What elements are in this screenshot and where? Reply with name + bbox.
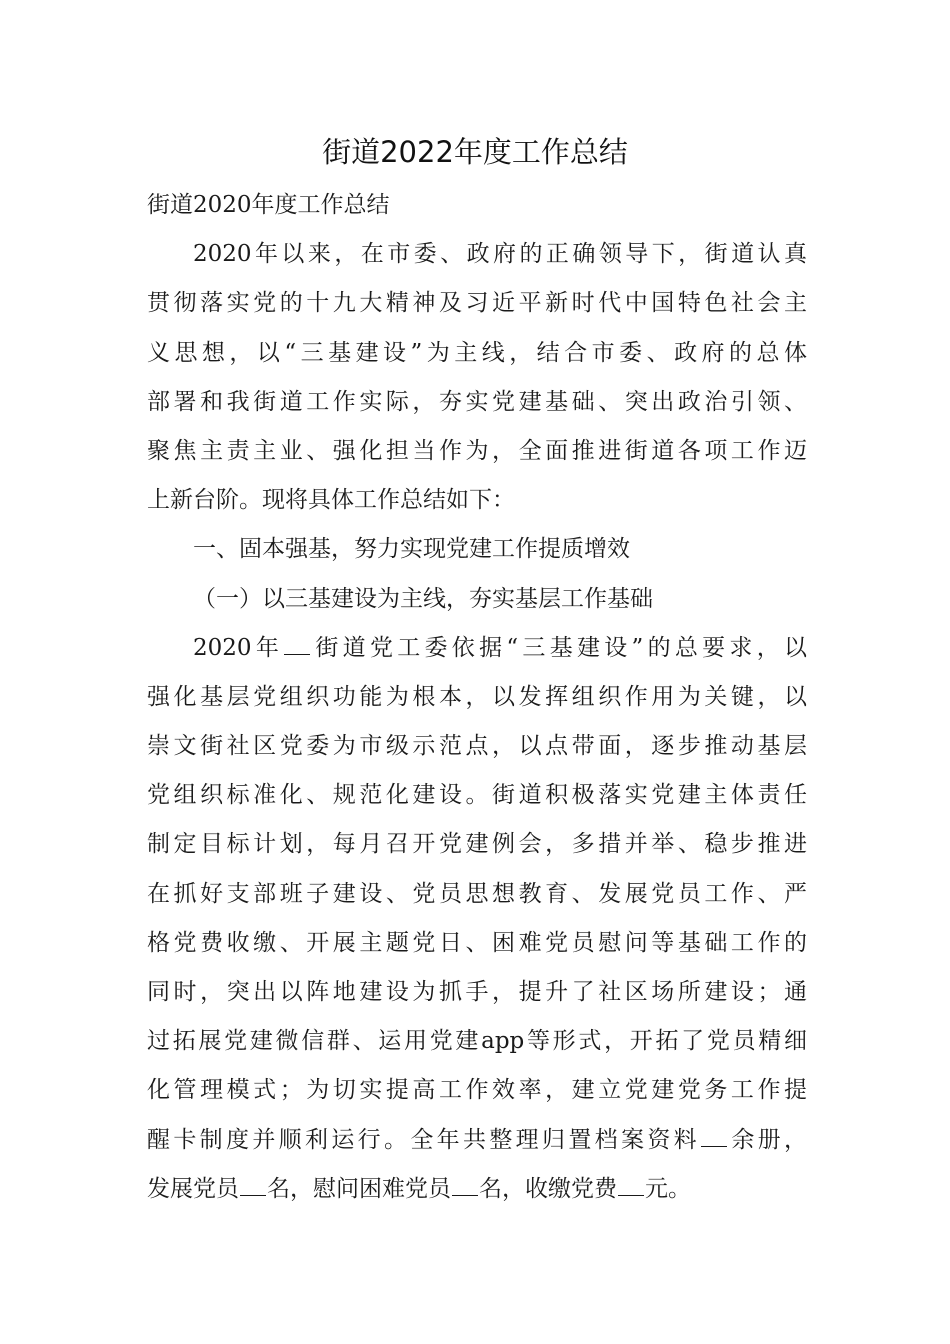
blank-underline — [618, 1175, 644, 1196]
intro-line: 部署和我街道工作实际，夯实党建基础、突出政治引领、 — [147, 388, 807, 415]
paragraph-line — [147, 624, 807, 673]
intro-line: 2020年以来，在市委、政府的正确领导下，街道认真 — [193, 241, 807, 268]
text-fragment: 醒卡制度并顺利运行。全年共整理归置档案资料 — [147, 1126, 700, 1153]
subsection-heading: （一）以三基建设为主线，夯实基层工作基础 — [193, 585, 653, 612]
text-fragment: 名，收缴党费 — [479, 1175, 617, 1202]
text-fragment: 元。 — [645, 1175, 691, 1202]
paragraph-line: 格党费收缴、开展主题党日、困难党员慰问等基础工作的 — [147, 929, 807, 956]
document-body — [147, 181, 807, 1214]
paragraph-line — [147, 1116, 807, 1165]
intro-line: 贯彻落实党的十九大精神及习近平新时代中国特色社会主 — [147, 290, 807, 317]
section-heading: 一、固本强基，努力实现党建工作提质增效 — [193, 536, 630, 563]
paragraph-line: 制定目标计划，每月召开党建例会，多措并举、稳步推进 — [147, 831, 807, 858]
paragraph-line: 过拓展党建微信群、运用党建app等形式，开拓了党员精细 — [147, 1028, 807, 1055]
paragraph-line — [147, 1165, 807, 1214]
section-paragraph — [147, 624, 807, 1214]
intro-line: 义思想，以“三基建设”为主线，结合市委、政府的总体 — [147, 339, 807, 366]
paragraph-line: 党组织标准化、规范化建设。街道积极落实党建主体责任 — [147, 782, 807, 809]
text-fragment: 名，慰问困难党员 — [267, 1175, 451, 1202]
blank-underline — [701, 1126, 727, 1147]
paragraph-line: 同时，突出以阵地建设为抓手，提升了社区场所建设；通 — [147, 979, 807, 1005]
text-fragment: 余册， — [728, 1126, 808, 1153]
paragraph-line: 在抓好支部班子建设、党员思想教育、发展党员工作、严 — [147, 880, 807, 907]
text-fragment: 街道党工委依据“三基建设”的总要求，以 — [311, 634, 807, 661]
blank-underline — [452, 1175, 478, 1196]
paragraph-line: 强化基层党组织功能为根本，以发挥组织作用为关键，以 — [147, 683, 807, 710]
paragraph-line: 化管理模式；为切实提高工作效率，建立党建党务工作提 — [147, 1077, 807, 1104]
text-fragment: 2020年 — [193, 634, 284, 661]
blank-underline — [284, 634, 310, 655]
intro-paragraph — [147, 230, 807, 525]
blank-underline — [240, 1175, 266, 1196]
document-subtitle: 街道2020年度工作总结 — [147, 192, 390, 218]
intro-line: 聚焦主责主业、强化担当作为，全面推进街道各项工作迈 — [147, 437, 807, 464]
paragraph-line: 崇文街社区党委为市级示范点，以点带面，逐步推动基层 — [147, 733, 807, 760]
text-fragment: 发展党员 — [147, 1175, 239, 1202]
document-title: 街道2022年度工作总结 — [322, 135, 628, 169]
intro-line: 上新台阶。现将具体工作总结如下： — [147, 487, 515, 514]
